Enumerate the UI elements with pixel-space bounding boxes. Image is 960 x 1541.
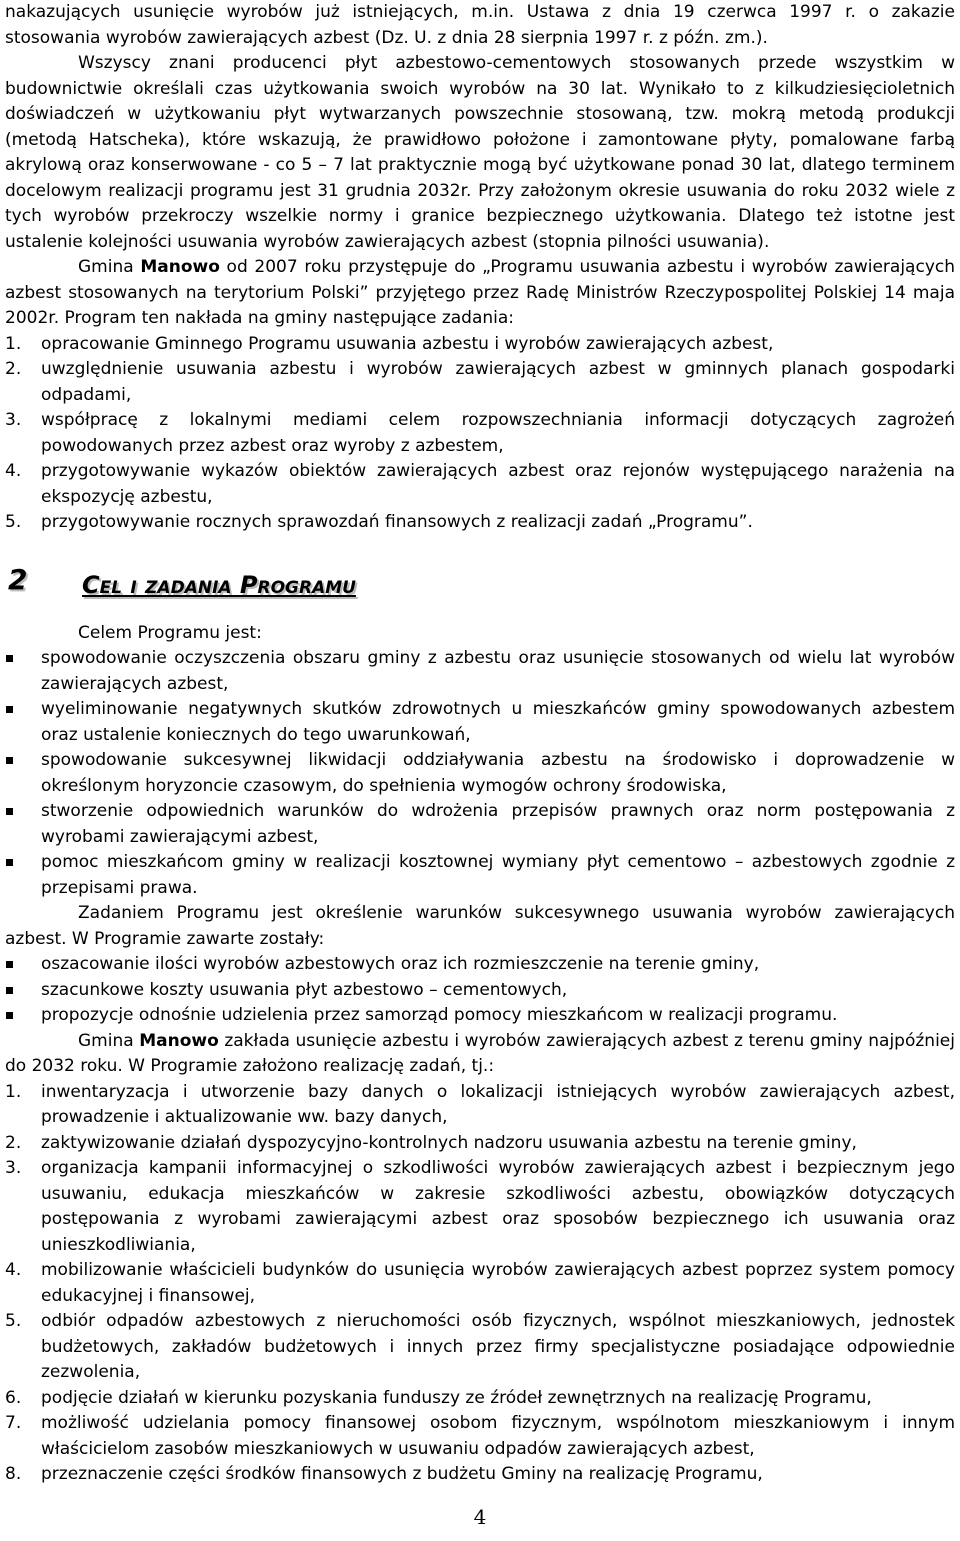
list-item xyxy=(5,1386,955,1412)
item-text: organizacja kampanii informacyjnej o szkodliwości wyrobów zawierających azbest i bezpiecznym jego usuwaniu, edukacja mieszkańców w zakresie szkodliwości azbestu, obowiązków dotyczących postępowania z wyrobami zawierającymi azbest oraz sposobów bezpiecznego ich usuwania oraz unieszkodliwiania, xyxy=(41,1158,955,1255)
list-item xyxy=(5,332,955,358)
intro-line: stosowania wyrobów zawierających azbest (Dz. U. z dnia 28 sierpnia 1997 r. z późn. zm.). xyxy=(5,27,768,48)
item-text: spowodowanie oczyszczenia obszaru gminy z azbestu oraz usunięcie stosowanych od wielu lat wyrobów zawierających azbest, xyxy=(41,648,955,694)
item-number: 5. xyxy=(5,1311,22,1331)
paragraph-deadline xyxy=(5,1029,955,1080)
item-number: 3. xyxy=(5,1158,22,1178)
bullet-icon xyxy=(6,808,13,815)
item-number: 6. xyxy=(5,1387,22,1408)
item-text: mobilizowanie właścicieli budynków do usunięcia wyrobów zawierających azbest poprzez system pomocy edukacyjnej i finansowej, xyxy=(41,1260,955,1306)
bullet-item xyxy=(5,1003,955,1029)
list-item xyxy=(5,1131,955,1157)
paragraph-durability: Wszyscy znani producenci płyt azbestowo-cementowych stosowanych przede wszystkim w budownictwie określali czas użytkowania swoich wyrobów na 30 lat. Wynikało to z kilkudziesięcioletnich doświadczeń w użytkowaniu płyt wytwarzanych powszechnie stosowaną, tzw. mokrą metodą produkcji (metodą Hatscheka), które wskazują, że prawidłowo położone i zamontowane płyty, pomalowane farbą akrylową oraz konserwowane - co 5 – 7 lat praktycznie mogą być użytkowane ponad 30 lat, dlatego terminem docelowym realizacji programu jest 31 grudnia 2032r. Przy założonym okresie usuwania do roku 2032 wiele z tych wyrobów przekroczy wszelkie normy i granice bezpiecznego użytkowania. Dlatego też istotne jest ustalenie kolejności usuwania wyrobów zawierających azbest (stopnia pilności usuwania). xyxy=(5,53,955,252)
list-item xyxy=(5,1258,955,1309)
municipality-name: Manowo xyxy=(139,1030,219,1051)
item-text: zaktywizowanie działań dyspozycyjno-kontrolnych nadzoru usuwania azbestu na terenie gminy, xyxy=(41,1132,857,1153)
list-item xyxy=(5,408,955,459)
item-number: 7. xyxy=(5,1413,22,1433)
list-item xyxy=(5,1080,955,1131)
goals-list xyxy=(5,646,955,901)
section-heading xyxy=(5,562,955,603)
bullet-item xyxy=(5,978,955,1004)
program-tasks-list xyxy=(5,1080,955,1488)
municipality-name: Manowo xyxy=(140,257,220,277)
item-text: stworzenie odpowiednich warunków do wdrożenia przepisów prawnych oraz norm postępowania z wyrobami zawierającymi azbest, xyxy=(41,801,955,847)
item-text: uwzględnienie usuwania azbestu i wyrobów zawierających azbest w gminnych planach gospodarki odpadami, xyxy=(41,359,955,405)
intro-line: nakazujących usunięcie wyrobów już istniejących, m.in. Ustawa z dnia 19 czerwca 1997 r. o zakazie xyxy=(5,2,955,22)
bullet-item xyxy=(5,646,955,697)
item-number: 5. xyxy=(5,512,22,532)
bullet-item xyxy=(5,748,955,799)
paragraph-text: Gmina xyxy=(78,257,141,277)
item-text: propozycje odnośnie udzielenia przez samorząd pomocy mieszkańcom w realizacji programu. xyxy=(41,1005,838,1025)
section-number: 2 xyxy=(8,562,28,596)
item-text: przygotowywanie rocznych sprawozdań finansowych z realizacji zadań „Programu”. xyxy=(41,512,753,532)
item-text: oszacowanie ilości wyrobów azbestowych oraz ich rozmieszczenie na terenie gminy, xyxy=(41,954,760,974)
item-text: pomoc mieszkańcom gminy w realizacji kosztownej wymiany płyt cementowo – azbestowych zgodnie z przepisami prawa. xyxy=(41,852,955,898)
list-item xyxy=(5,1462,955,1488)
paragraph-text: Gmina xyxy=(78,1030,140,1051)
document-page xyxy=(5,0,955,1488)
bullet-icon xyxy=(6,859,13,866)
item-number: 3. xyxy=(5,410,22,430)
item-text: przygotowywanie wykazów obiektów zawierających azbest oraz rejonów występującego narażenia na ekspozycję azbestu, xyxy=(41,461,955,507)
item-text: możliwość udzielania pomocy finansowej osobom fizycznym, wspólnotom mieszkaniowym i innym właścicielom zasobów mieszkaniowych w usuwaniu odpadów zawierających azbest, xyxy=(41,1413,955,1459)
list-item xyxy=(5,459,955,510)
page-number: 4 xyxy=(473,1505,487,1529)
item-number: 1. xyxy=(5,1081,22,1102)
bullet-icon xyxy=(6,987,13,994)
item-number: 1. xyxy=(5,333,22,354)
item-text: spowodowanie sukcesywnej likwidacji oddziaływania azbestu na środowisko i doprowadzenie w określonym horyzoncie czasowym, do spełnienia wymogów ochrony środowiska, xyxy=(41,750,955,796)
municipal-tasks-list xyxy=(5,332,955,536)
item-text: wyeliminowanie negatywnych skutków zdrowotnych u mieszkańców gminy spowodowanych azbestem oraz ustalenie koniecznych do tego uwarunkowań, xyxy=(41,699,955,745)
bullet-item xyxy=(5,952,955,978)
item-text: przeznaczenie części środków finansowych z budżetu Gminy na realizację Programu, xyxy=(41,1464,763,1484)
paragraph-text: zakłada usunięcie azbestu i wyrobów zawierających azbest z terenu gminy najpóźniej do 2032 roku. W Programie założono realizację zadań, tj.: xyxy=(5,1030,955,1076)
item-number: 2. xyxy=(5,1132,22,1153)
item-number: 4. xyxy=(5,1260,22,1280)
bullet-icon xyxy=(6,655,13,662)
item-number: 8. xyxy=(5,1464,22,1484)
list-item xyxy=(5,510,955,536)
item-number: 2. xyxy=(5,359,22,379)
contents-list xyxy=(5,952,955,1029)
bullet-icon xyxy=(6,961,13,968)
item-text: współpracę z lokalnymi mediami celem rozpowszechniania informacji dotyczących zagrożeń powodowanych przez azbest oraz wyroby z azbestem, xyxy=(41,410,955,456)
bullet-item xyxy=(5,799,955,850)
list-item xyxy=(5,357,955,408)
paragraph-program-contents: Zadaniem Programu jest określenie warunków sukcesywnego usuwania wyrobów zawierających azbest. W Programie zawarte zostały: xyxy=(5,903,955,949)
list-item xyxy=(5,1411,955,1462)
paragraph-program-adoption xyxy=(5,255,955,332)
bullet-item xyxy=(5,850,955,901)
list-item xyxy=(5,1309,955,1386)
bullet-icon xyxy=(6,1012,13,1019)
item-text: odbiór odpadów azbestowych z nieruchomości osób fizycznych, wspólnot mieszkaniowych, jednostek budżetowych, zakładów budżetowych i innych przez firmy specjalistyczne posiadające odpowiednie zezwolenia, xyxy=(41,1311,955,1382)
section-title: Cel i zadania Programu xyxy=(82,570,356,599)
item-text: opracowanie Gminnego Programu usuwania azbestu i wyrobów zawierających azbest, xyxy=(41,333,774,354)
bullet-icon xyxy=(6,757,13,764)
paragraph-text: od 2007 roku przystępuje do „Programu usuwania azbestu i wyrobów zawierających azbest stosowanych na terytorium Polski” przyjętego przez Radę Ministrów Rzeczypospolitej Polskiej 14 maja 2002r. Program ten nakłada na gminy następujące zadania: xyxy=(5,257,955,328)
goals-intro: Celem Programu jest: xyxy=(78,622,262,643)
list-item xyxy=(5,1156,955,1258)
item-text: inwentaryzacja i utworzenie bazy danych o lokalizacji istniejących wyrobów zawierających azbest, prowadzenie i aktualizowanie ww. bazy danych, xyxy=(41,1081,955,1127)
bullet-item xyxy=(5,697,955,748)
item-text: podjęcie działań w kierunku pozyskania funduszy ze źródeł zewnętrznych na realizację Programu, xyxy=(41,1387,872,1408)
item-number: 4. xyxy=(5,461,22,481)
item-text: szacunkowe koszty usuwania płyt azbestowo – cementowych, xyxy=(41,979,568,1000)
bullet-icon xyxy=(6,706,13,713)
